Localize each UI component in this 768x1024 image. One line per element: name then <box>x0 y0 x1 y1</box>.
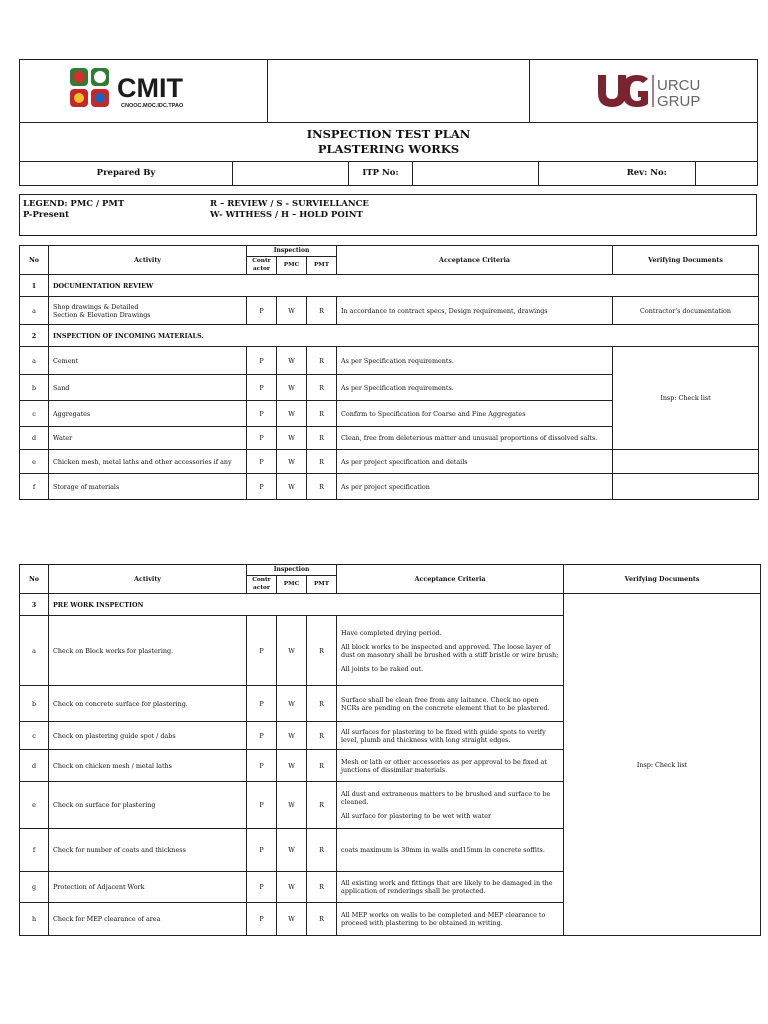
row-pmc: W <box>277 722 307 750</box>
urcu-logo-cell <box>530 60 758 123</box>
row-criteria: Mesh or lath or other accessories as per approval to be fixed at junctions of dissimilar materials. <box>337 750 564 782</box>
row-no: e <box>20 782 49 829</box>
row-pmc: W <box>277 474 307 500</box>
row-pmt: R <box>307 450 337 474</box>
cmit-logo-cell <box>20 60 268 123</box>
header-blank-cell <box>268 60 530 123</box>
row-pmt: R <box>307 872 337 903</box>
row-pmt: R <box>307 686 337 722</box>
row-no: g <box>20 872 49 903</box>
col-verifying: Verifying Documents <box>613 246 759 275</box>
prepared-by-label: Prepared By <box>20 162 233 186</box>
section-no: 2 <box>20 325 49 347</box>
document-title <box>20 123 758 162</box>
col-activity: Activity <box>49 565 247 594</box>
row-no: e <box>20 450 49 474</box>
table-row <box>20 474 759 500</box>
col-pmt: PMT <box>307 257 337 275</box>
row-pmt: R <box>307 347 337 375</box>
section-document: Insp: Check list <box>613 347 759 450</box>
col-pmc: PMC <box>277 257 307 275</box>
row-contractor: P <box>247 297 277 325</box>
row-activity: Storage of materials <box>49 474 247 500</box>
row-no: c <box>20 722 49 750</box>
section-document: Insp: Check list <box>564 594 761 936</box>
row-activity: Cement <box>49 347 247 375</box>
section-row <box>20 594 761 616</box>
legend-line-1: LEGEND: PMC / PMT <box>23 199 125 209</box>
urcu-grup-logo <box>596 71 716 111</box>
row-criteria: Clean, free from deleterious matter and unusual proportions of dissolved salts. <box>337 427 613 450</box>
row-activity <box>49 297 247 325</box>
itp-table-1 <box>19 245 759 500</box>
section-title: PRE WORK INSPECTION <box>49 594 564 616</box>
title-line-2: PLASTERING WORKS <box>317 142 460 156</box>
criteria-paragraph: All joints to be raked out. <box>341 664 424 673</box>
section-title: DOCUMENTATION REVIEW <box>49 275 759 297</box>
row-criteria: All MEP works on walls to be completed and MEP clearance to proceed with plastering to be obtained in writing. <box>337 903 564 936</box>
table-row <box>20 347 759 375</box>
spacer-cell <box>539 162 599 186</box>
itp-no-field[interactable] <box>413 162 539 186</box>
row-no: f <box>20 474 49 500</box>
row-criteria: All surfaces for plastering to be fixed with guide spots to verify level, plumb and thickness with long straight edges. <box>337 722 564 750</box>
col-no: No <box>20 246 49 275</box>
table-row <box>20 297 759 325</box>
row-criteria: As per project specification and details <box>337 450 613 474</box>
row-criteria <box>337 616 564 686</box>
row-contractor: P <box>247 686 277 722</box>
criteria-paragraph: All block works to be inspected and approved. The loose layer of dust on masonry shall be brushed with a stiff bristle or wire brush; <box>341 642 559 659</box>
document-header <box>19 59 758 162</box>
row-contractor: P <box>247 450 277 474</box>
col-acceptance: Acceptance Criteria <box>337 246 613 275</box>
row-activity: Protection of Adjacent Work <box>49 872 247 903</box>
row-pmc: W <box>277 616 307 686</box>
row-criteria: Confirm to Specification for Coarse and Fine Aggregates <box>337 401 613 427</box>
row-activity: Check on Block works for plastering. <box>49 616 247 686</box>
row-criteria: coats maximum is 30mm in walls and15mm in concrete soffits. <box>337 829 564 872</box>
prepared-by-row <box>19 161 758 186</box>
row-pmc: W <box>277 750 307 782</box>
legend-line-3: R – REVIEW / S - SURVIELLANCE <box>210 199 369 209</box>
row-criteria <box>337 782 564 829</box>
row-pmt: R <box>307 903 337 936</box>
row-contractor: P <box>247 474 277 500</box>
cmit-logo-subtext: CNOOC.MOC.IDC.TPAO <box>121 103 184 109</box>
row-activity: Check for MEP clearance of area <box>49 903 247 936</box>
itp-table-2 <box>19 564 761 936</box>
row-contractor: P <box>247 829 277 872</box>
row-pmc: W <box>277 347 307 375</box>
row-contractor: P <box>247 427 277 450</box>
row-pmt: R <box>307 401 337 427</box>
row-activity: Aggregates <box>49 401 247 427</box>
cmit-logo <box>65 63 215 117</box>
criteria-paragraph: All surface for plastering to be wet with water <box>341 812 492 820</box>
col-contractor: Contr actor <box>247 576 277 594</box>
row-pmt: R <box>307 722 337 750</box>
legend-line-4: W- WITHESS / H – HOLD POINT <box>210 210 363 220</box>
row-pmc: W <box>277 401 307 427</box>
col-acceptance: Acceptance Criteria <box>337 565 564 594</box>
row-pmt: R <box>307 782 337 829</box>
row-contractor: P <box>247 903 277 936</box>
col-pmt: PMT <box>307 576 337 594</box>
section-title: INSPECTION OF INCOMING MATERIALS. <box>49 325 759 347</box>
row-criteria: In accordance to contract specs, Design requirement, drawings <box>337 297 613 325</box>
row-contractor: P <box>247 375 277 401</box>
row-criteria: As per Specification requirements. <box>337 347 613 375</box>
criteria-paragraph: All dust and extraneous matters to be brushed and surface to be cleaned. <box>341 790 551 806</box>
row-no: a <box>20 297 49 325</box>
title-line-1: INSPECTION TEST PLAN <box>306 127 471 142</box>
section-no: 1 <box>20 275 49 297</box>
row-pmc: W <box>277 450 307 474</box>
row-criteria: Surface shall be clean free from any laitance. Check no open NCRs are pending on the concrete element that to be plastered. <box>337 686 564 722</box>
row-contractor: P <box>247 750 277 782</box>
row-no: a <box>20 347 49 375</box>
row-no: c <box>20 401 49 427</box>
row-contractor: P <box>247 347 277 375</box>
col-pmc: PMC <box>277 576 307 594</box>
urcu-logo-text: URCU <box>657 77 701 94</box>
itp-no-label: ITP No: <box>349 162 413 186</box>
row-pmt: R <box>307 616 337 686</box>
rev-no-field[interactable] <box>696 162 758 186</box>
cmit-logo-text: CMIT <box>117 73 183 103</box>
row-pmc: W <box>277 375 307 401</box>
row-pmc: W <box>277 782 307 829</box>
row-activity: Check for number of coats and thickness <box>49 829 247 872</box>
row-no: d <box>20 427 49 450</box>
row-pmc: W <box>277 427 307 450</box>
activity-line-1: Shop drawings & Detailed <box>53 302 139 311</box>
row-pmc: W <box>277 872 307 903</box>
row-no: a <box>20 616 49 686</box>
table-row <box>20 450 759 474</box>
row-pmc: W <box>277 903 307 936</box>
row-pmt: R <box>307 750 337 782</box>
prepared-by-field[interactable] <box>233 162 349 186</box>
row-no: b <box>20 375 49 401</box>
col-contractor: Contr actor <box>247 257 277 275</box>
section-row <box>20 275 759 297</box>
legend-line-2: P-Present <box>23 210 70 220</box>
activity-line-2: Section & Elevation Drawings <box>53 310 151 319</box>
col-verifying: Verifying Documents <box>564 565 761 594</box>
row-pmt: R <box>307 375 337 401</box>
row-activity: Sand <box>49 375 247 401</box>
row-contractor: P <box>247 872 277 903</box>
row-activity: Check on surface for plastering <box>49 782 247 829</box>
grup-logo-text: GRUP <box>657 93 701 110</box>
empty-document-cell <box>613 450 759 474</box>
col-no: No <box>20 565 49 594</box>
row-contractor: P <box>247 782 277 829</box>
row-contractor: P <box>247 722 277 750</box>
row-activity: Check on concrete surface for plastering. <box>49 686 247 722</box>
row-criteria: As per project specification <box>337 474 613 500</box>
row-pmt: R <box>307 427 337 450</box>
criteria-paragraph: Have completed drying period. <box>341 628 442 637</box>
col-inspection: Inspection <box>247 565 337 576</box>
row-pmt: R <box>307 474 337 500</box>
row-no: d <box>20 750 49 782</box>
row-pmc: W <box>277 829 307 872</box>
section-no: 3 <box>20 594 49 616</box>
row-activity: Chicken mesh, metal laths and other accessories if any <box>49 450 247 474</box>
row-pmt: R <box>307 297 337 325</box>
row-contractor: P <box>247 401 277 427</box>
row-activity: Check on plastering guide spot / dabs <box>49 722 247 750</box>
row-pmc: W <box>277 297 307 325</box>
col-inspection: Inspection <box>247 246 337 257</box>
legend-box <box>19 194 757 236</box>
section-row <box>20 325 759 347</box>
row-activity: Water <box>49 427 247 450</box>
row-no: f <box>20 829 49 872</box>
row-activity: Check on chicken mesh / metal laths <box>49 750 247 782</box>
row-no: h <box>20 903 49 936</box>
row-pmc: W <box>277 686 307 722</box>
row-contractor: P <box>247 616 277 686</box>
row-no: b <box>20 686 49 722</box>
row-document: Contractor's documentation <box>613 297 759 325</box>
col-activity: Activity <box>49 246 247 275</box>
rev-no-label: Rev: No: <box>599 162 696 186</box>
empty-document-cell <box>613 474 759 500</box>
row-criteria: All existing work and fittings that are likely to be damaged in the application of renderings shall be protected. <box>337 872 564 903</box>
row-pmt: R <box>307 829 337 872</box>
row-criteria: As per Specification requirements. <box>337 375 613 401</box>
